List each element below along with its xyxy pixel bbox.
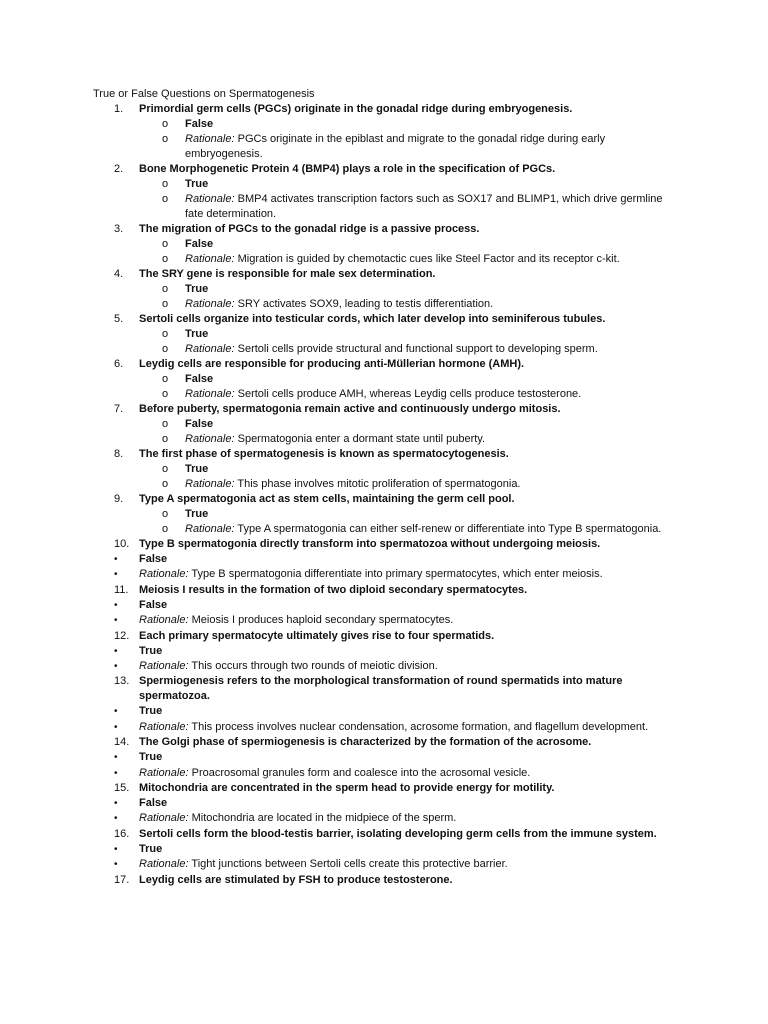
rationale-label: Rationale:	[139, 568, 189, 581]
answer-row	[0, 552, 768, 567]
list-marker: o	[162, 193, 169, 205]
rationale-row	[0, 522, 768, 537]
rationale-text: SRY activates SOX9, leading to testis differentiation.	[237, 298, 494, 310]
list-marker: •	[114, 706, 118, 718]
rationale-row	[0, 192, 768, 222]
question-item	[0, 447, 768, 462]
question-number: 7.	[114, 403, 124, 415]
list-marker: o	[162, 133, 169, 145]
rationale-label: Rationale:	[185, 478, 235, 490]
rationale-text: Mitochondria are located in the midpiece of the sperm.	[191, 812, 457, 825]
answer-text: True	[185, 328, 209, 340]
rationale-text: Migration is guided by chemotactic cues like Steel Factor and its receptor c-kit.	[237, 253, 620, 265]
answer-row	[0, 117, 768, 132]
rationale-label: Rationale:	[185, 298, 235, 310]
list-marker: o	[162, 373, 169, 385]
question-text: Mitochondria are concentrated in the sperm head to provide energy for motility.	[139, 782, 555, 795]
list-marker: o	[162, 388, 169, 400]
question-number: 8.	[114, 448, 124, 460]
question-number: 2.	[114, 163, 124, 175]
rationale-row	[0, 342, 768, 357]
list-marker: o	[162, 253, 169, 265]
rationale-row	[0, 432, 768, 447]
question-text: The Golgi phase of spermiogenesis is characterized by the formation of the acrosome.	[139, 736, 592, 749]
answer-row	[0, 598, 768, 613]
answer-text: False	[185, 418, 214, 430]
question-text: Before puberty, spermatogonia remain active and continuously undergo mitosis.	[139, 403, 561, 415]
answer-text: False	[139, 797, 168, 810]
answer-row	[0, 842, 768, 857]
rationale-text: This occurs through two rounds of meiotic division.	[191, 660, 438, 673]
question-item	[0, 873, 768, 888]
question-item	[0, 267, 768, 282]
rationale-row	[0, 720, 768, 735]
question-list	[0, 102, 768, 888]
rationale-row	[0, 567, 768, 582]
list-marker: •	[114, 554, 118, 565]
question-text: Spermiogenesis refers to the morphological transformation of round spermatids into mature spermatozoa.	[139, 675, 623, 703]
question-item	[0, 402, 768, 417]
list-marker: o	[162, 298, 169, 310]
rationale-label: Rationale:	[139, 766, 189, 779]
rationale-row	[0, 857, 768, 872]
question-text: Each primary spermatocyte ultimately gives rise to four spermatids.	[139, 629, 495, 642]
list-marker: •	[114, 843, 118, 855]
question-text: Type B spermatogonia directly transform into spermatozoa without undergoing meiosis.	[139, 538, 601, 550]
question-item	[0, 674, 768, 704]
rationale-text: This phase involves mitotic proliferation of spermatogonia.	[237, 478, 521, 490]
question-item	[0, 162, 768, 177]
question-number: 16.	[114, 827, 130, 840]
rationale-row	[0, 766, 768, 781]
list-marker: •	[114, 569, 118, 581]
list-marker: o	[162, 328, 169, 340]
answer-row	[0, 327, 768, 342]
question-number: 14.	[114, 736, 130, 749]
rationale-text: PGCs originate in the epiblast and migrate to the gonadal ridge during early embryogenesis.	[185, 133, 606, 160]
rationale-text: Sertoli cells produce AMH, whereas Leydig cells produce testosterone.	[237, 388, 582, 400]
answer-row	[0, 796, 768, 811]
question-item	[0, 222, 768, 237]
rationale-label: Rationale:	[185, 133, 235, 145]
list-marker: •	[114, 599, 118, 611]
list-marker: o	[162, 343, 169, 355]
rationale-label: Rationale:	[185, 193, 235, 205]
list-marker: o	[162, 478, 169, 490]
question-number: 4.	[114, 268, 124, 280]
list-marker: o	[162, 118, 169, 130]
rationale-text: Type B spermatogonia differentiate into primary spermatocytes, which enter meiosis.	[191, 568, 603, 581]
list-marker: o	[162, 418, 169, 430]
rationale-label: Rationale:	[139, 614, 189, 627]
rationale-row	[0, 387, 768, 402]
rationale-row	[0, 252, 768, 267]
list-marker: •	[114, 615, 118, 627]
rationale-text: Proacrosomal granules form and coalesce into the acrosomal vesicle.	[191, 766, 531, 779]
rationale-label: Rationale:	[185, 343, 235, 355]
answer-text: True	[139, 842, 163, 855]
rationale-row	[0, 297, 768, 312]
rationale-text: Type A spermatogonia can either self-renew or differentiate into Type B spermatogonia.	[237, 523, 662, 535]
question-number: 10.	[114, 538, 130, 550]
question-text: Leydig cells are responsible for producing anti-Müllerian hormone (AMH).	[139, 358, 525, 370]
answer-row	[0, 282, 768, 297]
rationale-row	[0, 477, 768, 492]
question-number: 11.	[114, 583, 129, 596]
question-text: The first phase of spermatogenesis is known as spermatocytogenesis.	[139, 448, 509, 460]
rationale-label: Rationale:	[185, 433, 235, 445]
question-text: The SRY gene is responsible for male sex determination.	[139, 268, 436, 280]
rationale-label: Rationale:	[139, 720, 189, 733]
question-number: 9.	[114, 493, 124, 505]
answer-text: False	[139, 553, 168, 565]
answer-text: False	[139, 598, 168, 611]
answer-text: True	[185, 283, 209, 295]
answer-row	[0, 704, 768, 719]
answer-row	[0, 417, 768, 432]
question-number: 6.	[114, 358, 124, 370]
list-marker: •	[114, 813, 118, 825]
answer-text: True	[185, 508, 209, 520]
rationale-text: Meiosis I produces haploid secondary spermatocytes.	[191, 614, 454, 627]
answer-text: True	[185, 463, 209, 475]
list-marker: •	[114, 752, 118, 764]
question-text: Bone Morphogenetic Protein 4 (BMP4) plays a role in the specification of PGCs.	[139, 163, 556, 175]
rationale-row	[0, 659, 768, 674]
question-number: 17.	[114, 873, 130, 886]
list-marker: o	[162, 523, 169, 535]
list-marker: •	[114, 721, 118, 733]
answer-text: True	[139, 644, 163, 657]
question-item	[0, 735, 768, 750]
rationale-text: Spermatogonia enter a dormant state until puberty.	[237, 433, 486, 445]
document-title: True or False Questions on Spermatogenesis	[93, 88, 315, 100]
answer-text: True	[185, 178, 209, 190]
rationale-text: Tight junctions between Sertoli cells create this protective barrier.	[191, 858, 508, 871]
answer-row	[0, 177, 768, 192]
answer-text: False	[185, 373, 214, 385]
question-item	[0, 781, 768, 796]
list-marker: o	[162, 178, 169, 190]
rationale-label: Rationale:	[185, 523, 235, 535]
rationale-label: Rationale:	[185, 388, 235, 400]
list-marker: •	[114, 661, 118, 673]
question-item	[0, 537, 768, 552]
answer-text: False	[185, 118, 214, 130]
question-item	[0, 629, 768, 644]
question-number: 15.	[114, 782, 130, 795]
question-number: 13.	[114, 675, 130, 688]
rationale-label: Rationale:	[139, 812, 189, 825]
question-item	[0, 827, 768, 842]
question-item	[0, 102, 768, 117]
question-item	[0, 583, 768, 598]
question-text: Type A spermatogonia act as stem cells, maintaining the germ cell pool.	[139, 493, 515, 505]
rationale-row	[0, 613, 768, 628]
list-marker: o	[162, 238, 169, 250]
list-marker: o	[162, 283, 169, 295]
rationale-label: Rationale:	[185, 253, 235, 265]
question-text: Primordial germ cells (PGCs) originate in the gonadal ridge during embryogenesis.	[139, 103, 573, 115]
answer-text: False	[185, 238, 214, 250]
question-number: 1.	[114, 103, 124, 115]
list-marker: o	[162, 433, 169, 445]
question-number: 3.	[114, 223, 124, 235]
question-text: Leydig cells are stimulated by FSH to produce testosterone.	[139, 873, 453, 886]
rationale-label: Rationale:	[139, 858, 189, 871]
rationale-label: Rationale:	[139, 660, 189, 673]
list-marker: •	[114, 767, 118, 779]
rationale-text: BMP4 activates transcription factors such as SOX17 and BLIMP1, which drive germline fate determination.	[185, 193, 663, 220]
rationale-row	[0, 132, 768, 162]
question-text: The migration of PGCs to the gonadal ridge is a passive process.	[139, 223, 480, 235]
question-text: Sertoli cells form the blood-testis barrier, isolating developing germ cells from the immune system.	[139, 827, 657, 840]
question-number: 5.	[114, 313, 124, 325]
list-marker: •	[114, 859, 118, 871]
rationale-text: This process involves nuclear condensation, acrosome formation, and flagellum development.	[191, 720, 649, 733]
question-text: Sertoli cells organize into testicular cords, which later develop into seminiferous tubules.	[139, 313, 606, 325]
answer-row	[0, 372, 768, 387]
question-number: 12.	[114, 629, 130, 642]
list-marker: o	[162, 463, 169, 475]
answer-row	[0, 644, 768, 659]
question-item	[0, 357, 768, 372]
answer-row	[0, 237, 768, 252]
answer-row	[0, 750, 768, 765]
list-marker: o	[162, 508, 169, 520]
answer-text: True	[139, 705, 163, 718]
list-marker: •	[114, 645, 118, 657]
answer-text: True	[139, 751, 163, 764]
rationale-row	[0, 811, 768, 826]
answer-row	[0, 507, 768, 522]
rationale-text: Sertoli cells provide structural and functional support to developing sperm.	[237, 343, 598, 355]
answer-row	[0, 462, 768, 477]
question-item	[0, 312, 768, 327]
question-text: Meiosis I results in the formation of two diploid secondary spermatocytes.	[139, 583, 528, 596]
question-item	[0, 492, 768, 507]
list-marker: •	[114, 798, 118, 810]
